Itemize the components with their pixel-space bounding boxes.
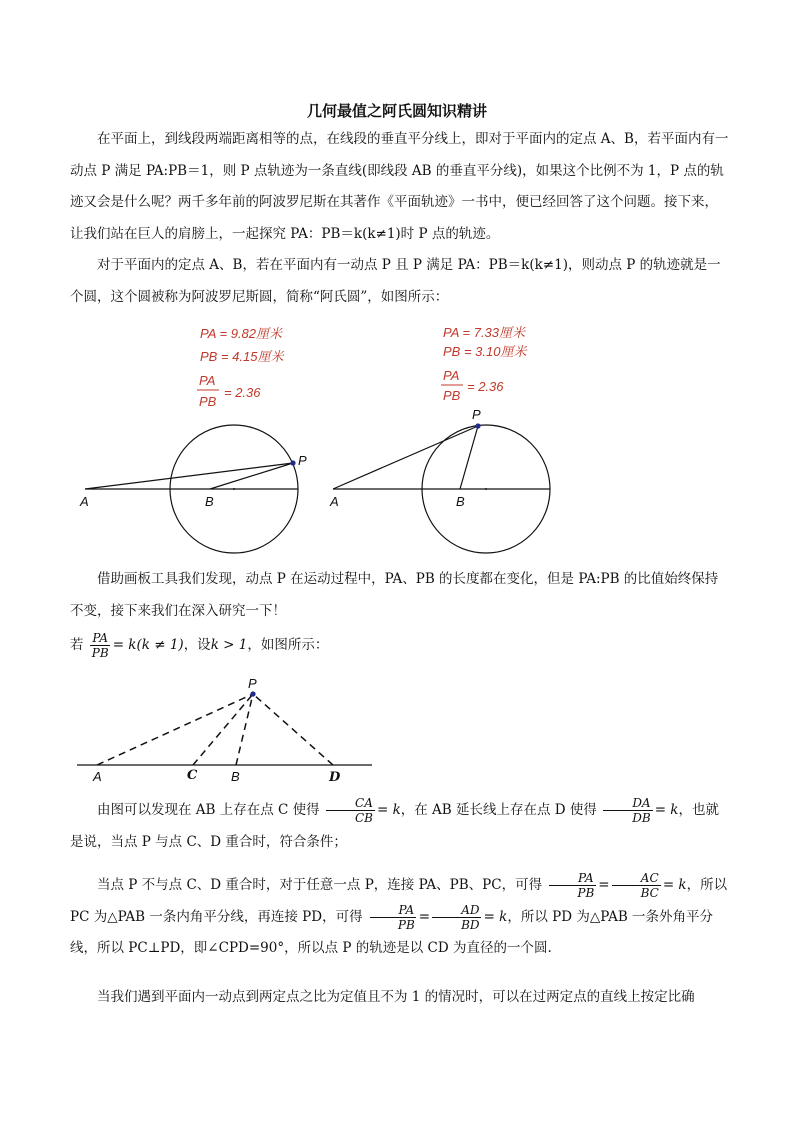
assumption-pre: 若	[70, 637, 84, 653]
analysis2-eq-2: = k	[483, 908, 508, 925]
analysis1-text-a: 由图可以发现在 AB 上存在点 C 使得	[97, 802, 320, 818]
intro-paragraph: 在平面上，到线段两端距离相等的点，在线段的垂直平分线上，即对于平面内的定点 A、B，若平面内有一动点 P 满足 PA:PB＝1，则 P 点轨迹为一条直线(即线段 AB 的垂直平分线)，如果这个比例不为 1，P 点的轨迹又会是什么呢？两千多年前的阿波罗尼斯在其著作《平面轨迹》一书中，便已经回答了这个问题。接下来，让我们站在巨人的肩膀上，一起探究 PA：PB＝k(k≠1)时 P 点的轨迹。	[70, 131, 729, 242]
fig1-label-p: P	[298, 453, 307, 468]
fig2-label-b: B	[456, 494, 465, 509]
fig2-ratio-value: = 2.36	[467, 379, 504, 394]
assumption-mid: ，设	[183, 637, 211, 653]
analysis2-frac3-num: PA	[370, 903, 417, 918]
fig2-center	[485, 488, 487, 490]
fig2-segment-pb	[460, 426, 478, 489]
analysis1-frac-2	[603, 796, 652, 825]
fig1-ratio-value: = 2.36	[224, 385, 261, 400]
fig1-point-p	[290, 460, 295, 465]
analysis1-frac-1	[326, 796, 375, 825]
fig3-label-c: C	[187, 768, 198, 783]
analysis2-frac-1	[548, 871, 596, 900]
fig1-pb-measure: PB = 4.15厘米	[200, 349, 284, 364]
analysis2-frac-2	[612, 871, 661, 900]
document-title: 几何最值之阿氏圆知识精讲	[306, 102, 487, 120]
fig3-label-p: P	[248, 676, 257, 691]
figure-2	[329, 325, 550, 553]
fig2-label-a: A	[330, 494, 339, 509]
fig2-ratio-den: PB	[443, 388, 461, 403]
figure-1	[79, 326, 307, 553]
analysis2-text-b: ，所以 PC 为△PAB 一条内角平分线，再连接 PD，可得	[70, 877, 728, 925]
fig3-segment-pd	[253, 694, 333, 765]
analysis2-text-c: ，所以 PD 为△PAB 一条外角平分线，所以 PC⊥PD，即∠CPD=90°，所以点 P 的轨迹是以 CD 为直径的一个圆.	[70, 908, 714, 956]
fig2-label-p: P	[472, 407, 481, 422]
analysis2-frac3-den: PB	[397, 917, 415, 932]
conclusion-paragraph: 当我们遇到平面内一动点到两定点之比为定值且不为 1 的情况时，可以在过两定点的直线上按定比确	[97, 989, 695, 1005]
analysis1-frac1-num: CA	[326, 796, 375, 811]
analysis2-eq-1: = k	[662, 877, 687, 893]
fig3-segment-pb	[236, 694, 253, 765]
assumption-frac-num: PA	[92, 631, 109, 645]
fig2-point-p	[475, 423, 480, 428]
fig2-pa-measure: PA = 7.33厘米	[443, 325, 526, 340]
fig1-label-a: A	[80, 494, 89, 509]
analysis-paragraph-2	[70, 870, 730, 965]
analysis2-frac-4	[432, 903, 481, 932]
fig1-center	[233, 488, 235, 490]
analysis2-frac2-den: BC	[640, 886, 659, 900]
assumption-fraction	[90, 631, 111, 660]
analysis2-eq-mid: =	[598, 877, 610, 893]
fig3-label-b: B	[231, 769, 240, 784]
analysis2-frac1-num: PA	[549, 871, 596, 886]
analysis2-frac2-num: AC	[612, 871, 661, 886]
fig1-ratio-num: PA	[199, 373, 216, 388]
analysis2-frac-3	[369, 903, 417, 932]
fig2-ratio-num: PA	[443, 368, 460, 383]
fig3-label-d: D	[329, 770, 341, 785]
assumption-eq: = k(k ≠ 1)	[112, 637, 184, 653]
assumption-line	[70, 630, 730, 662]
fig1-segment-pa	[85, 463, 293, 489]
figure-3	[77, 676, 372, 785]
assumption-frac-den: PB	[91, 646, 109, 660]
fig1-pa-measure: PA = 9.82厘米	[200, 326, 283, 341]
analysis1-eq-2: = k	[654, 802, 679, 818]
analysis1-frac2-num: DA	[603, 796, 652, 811]
fig3-segment-pa	[97, 694, 253, 765]
analysis1-text-b: ，在 AB 延长线上存在点 D 使得	[400, 802, 597, 818]
fig2-pb-measure: PB = 3.10厘米	[443, 344, 527, 359]
analysis1-frac2-den: DB	[632, 811, 651, 825]
analysis1-text-c: ，也就是说，当点 P 与点 C、D 重合时，符合条件；	[70, 802, 719, 850]
observation-paragraph: 借助画板工具我们发现，动点 P 在运动过程中，PA、PB 的长度都在变化，但是 PA:PB 的比值始终保持不变，接下来我们在深入研究一下！	[70, 571, 719, 619]
analysis2-frac4-num: AD	[432, 903, 481, 918]
analysis1-eq-1: = k	[376, 802, 401, 818]
analysis2-eq-mid-2: =	[418, 908, 431, 925]
analysis-paragraph-1	[70, 795, 730, 858]
analysis2-text-a: 当点 P 不与点 C、D 重合时，对于任意一点 P，连接 PA、PB、PC，可得	[97, 877, 543, 893]
fig1-ratio-den: PB	[199, 394, 217, 409]
fig1-segment-pb	[210, 463, 293, 489]
fig3-point-p	[250, 691, 255, 696]
definition-paragraph: 对于平面内的定点 A、B，若在平面内有一动点 P 且 P 满足 PA：PB＝k(k≠1)，则动点 P 的轨迹就是一个圆，这个圆被称为阿波罗尼斯圆，简称“阿氏圆”，如图所示：	[70, 257, 721, 305]
fig2-segment-pa	[333, 426, 478, 489]
fig3-label-a: A	[93, 769, 102, 784]
assumption-post: ，如图所示：	[247, 637, 329, 653]
analysis2-frac1-den: PB	[577, 886, 595, 900]
analysis1-frac1-den: CB	[354, 811, 373, 825]
fig1-label-b: B	[205, 494, 214, 509]
analysis2-frac4-den: BD	[461, 917, 480, 932]
assumption-cond: k > 1	[210, 637, 248, 653]
